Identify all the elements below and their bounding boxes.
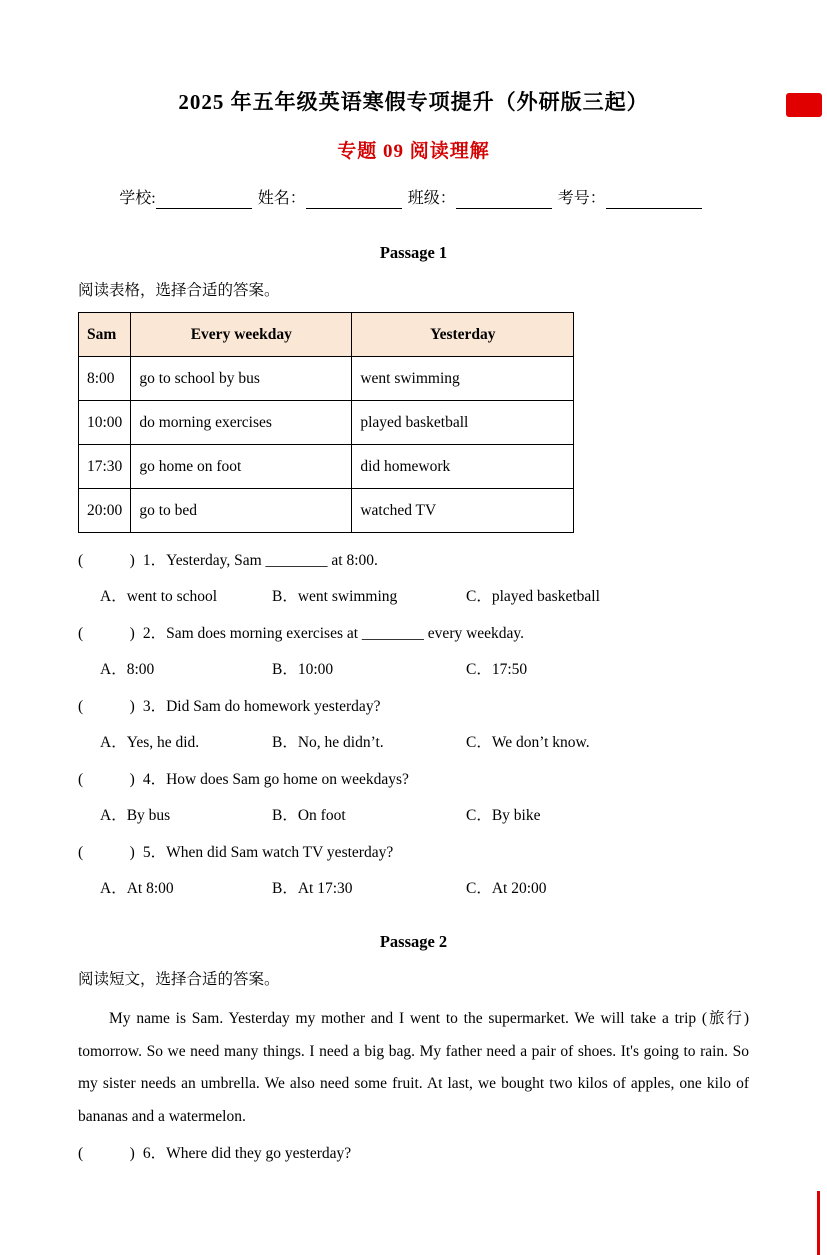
- exam-number-blank: [606, 190, 702, 209]
- table-row: [79, 489, 574, 533]
- options-line: [78, 657, 749, 679]
- red-corner-tab: [786, 93, 822, 117]
- question-text: 1．Yesterday, Sam ________ at 8:00.: [142, 552, 378, 569]
- options-line: [78, 876, 749, 898]
- answer-parens: ( ): [78, 552, 135, 569]
- option-a: A．At 8:00: [100, 880, 174, 897]
- weekday-cell: go to bed: [131, 489, 352, 533]
- passage2-text: My name is Sam. Yesterday my mother and I went to the supermarket. We will take a trip (旅行) tomorrow. So we need many things. I need a big bag. My father need a pair of shoes. It's going to rain. So my sister needs an umbrella. We also need some fruit. At last, we bought two kilos of apples, one kilo of bananas and a watermelon.: [78, 1010, 749, 1125]
- question-text: 3．Did Sam do homework yesterday?: [142, 698, 381, 715]
- question-text: 5．When did Sam watch TV yesterday?: [142, 844, 394, 861]
- name-blank: [306, 190, 402, 209]
- question-line: [78, 694, 749, 716]
- option-b: B．No, he didn’t.: [272, 734, 384, 751]
- document-subtitle: 专题 09 阅读理解: [337, 141, 490, 162]
- passage1-instruction: 阅读表格，选择合适的答案。: [78, 282, 280, 299]
- question-text: 4．How does Sam go home on weekdays?: [142, 771, 409, 788]
- passage2-heading: Passage 2: [379, 932, 448, 951]
- worksheet-page: [0, 86, 827, 1255]
- option-c: C．17:50: [466, 661, 528, 678]
- weekday-cell: do morning exercises: [131, 401, 352, 445]
- option-a: A．8:00: [100, 661, 155, 678]
- passage1-heading: Passage 1: [379, 243, 448, 262]
- time-cell: 8:00: [79, 357, 131, 401]
- option-c: C．played basketball: [466, 588, 600, 605]
- question-line: [78, 548, 749, 570]
- weekday-cell: go to school by bus: [131, 357, 352, 401]
- red-edge-mark: [817, 1191, 820, 1255]
- option-c: C．By bike: [466, 807, 541, 824]
- option-a: A．Yes, he did.: [100, 734, 200, 751]
- options-line: [78, 584, 749, 606]
- document-title: 2025 年五年级英语寒假专项提升（外研版三起）: [178, 90, 649, 114]
- table-row: [79, 445, 574, 489]
- option-a: A．By bus: [100, 807, 171, 824]
- option-c: C．We don’t know.: [466, 734, 590, 751]
- passage2-instruction: 阅读短文，选择合适的答案。: [78, 971, 280, 988]
- header-cell-sam: Sam: [79, 313, 131, 357]
- option-b: B．went swimming: [272, 588, 398, 605]
- exam-number-label: 考号：: [557, 190, 606, 207]
- class-label: 班级：: [407, 190, 456, 207]
- options-line: [78, 730, 749, 752]
- table-row: [79, 401, 574, 445]
- yesterday-cell: watched TV: [352, 489, 574, 533]
- table-row: [79, 357, 574, 401]
- question-line: [78, 767, 749, 789]
- name-label: 姓名：: [257, 190, 306, 207]
- time-cell: 20:00: [79, 489, 131, 533]
- time-cell: 17:30: [79, 445, 131, 489]
- time-cell: 10:00: [79, 401, 131, 445]
- yesterday-cell: did homework: [352, 445, 574, 489]
- question-line: [78, 840, 749, 862]
- option-a: A．went to school: [100, 588, 218, 605]
- options-line: [78, 803, 749, 825]
- class-blank: [456, 190, 552, 209]
- answer-parens: ( ): [78, 625, 135, 642]
- student-info-line: [78, 185, 749, 209]
- answer-parens: ( ): [78, 771, 135, 788]
- school-label: 学校:: [119, 190, 156, 207]
- school-blank: [156, 190, 252, 209]
- yesterday-cell: went swimming: [352, 357, 574, 401]
- answer-parens: ( ): [78, 1145, 135, 1163]
- table-header-row: [79, 313, 574, 357]
- option-b: B．10:00: [272, 661, 334, 678]
- option-c: C．At 20:00: [466, 880, 547, 897]
- yesterday-cell: played basketball: [352, 401, 574, 445]
- question-line: [78, 1141, 749, 1163]
- question-line: [78, 621, 749, 643]
- option-b: B．At 17:30: [272, 880, 353, 897]
- header-cell-weekday: Every weekday: [131, 313, 352, 357]
- schedule-table: [78, 312, 574, 533]
- weekday-cell: go home on foot: [131, 445, 352, 489]
- question-text: 2．Sam does morning exercises at ________ every weekday.: [142, 625, 525, 642]
- header-cell-yesterday: Yesterday: [352, 313, 574, 357]
- option-b: B．On foot: [272, 807, 346, 824]
- document-content: [0, 86, 827, 1163]
- question-text: 6．Where did they go yesterday?: [142, 1145, 352, 1163]
- answer-parens: ( ): [78, 844, 135, 861]
- answer-parens: ( ): [78, 698, 135, 715]
